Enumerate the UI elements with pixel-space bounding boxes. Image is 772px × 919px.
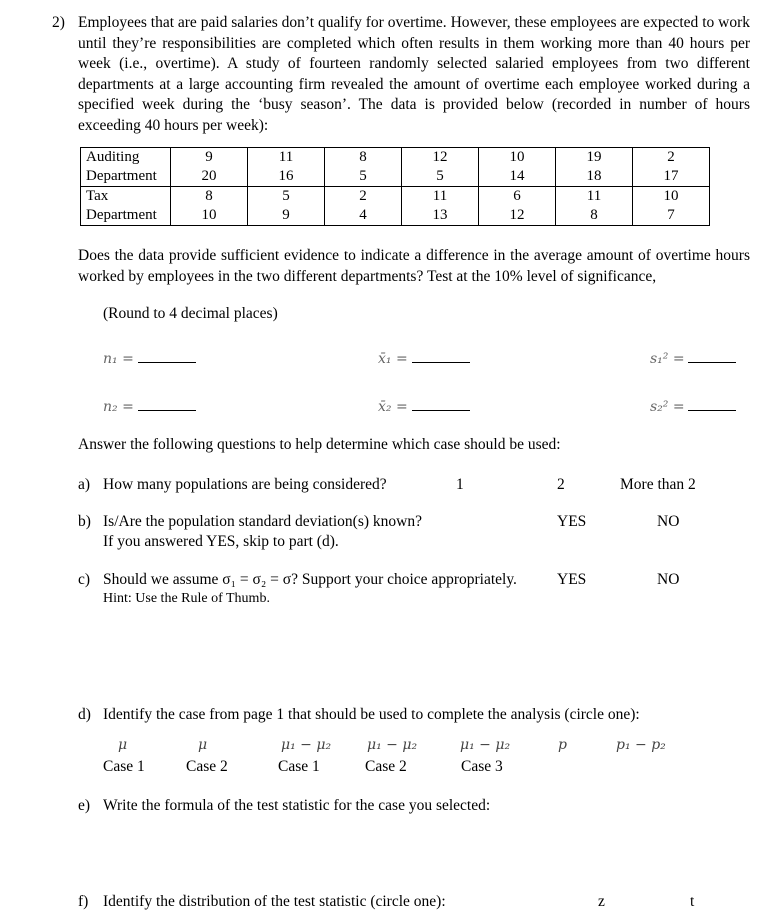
- table-cell: 9: [248, 206, 325, 226]
- qf-option-t[interactable]: t: [690, 893, 695, 910]
- n1-field[interactable]: [103, 350, 196, 368]
- table-row: [81, 167, 710, 187]
- table-row: [81, 187, 710, 207]
- qe-label: e): [78, 797, 91, 814]
- table-cell: 10: [171, 206, 248, 226]
- table-cell: 5: [325, 167, 402, 187]
- s1-blank[interactable]: [688, 350, 736, 363]
- case-symbol-p[interactable]: p: [558, 737, 567, 753]
- case-symbol[interactable]: μ₁ − μ₂: [281, 737, 332, 753]
- table-cell: 4: [325, 206, 402, 226]
- table-cell: 2: [325, 187, 402, 207]
- case-label[interactable]: Case 3: [461, 758, 503, 775]
- qd-text: Identify the case from page 1 that should be used to complete the analysis (circle one):: [103, 706, 640, 723]
- table-cell: 8: [325, 148, 402, 168]
- table-cell: 2: [633, 148, 710, 168]
- question-number: 2): [52, 14, 65, 31]
- table-cell: 17: [633, 167, 710, 187]
- case-symbol[interactable]: μ: [118, 737, 128, 753]
- auditing-label: Auditing: [81, 148, 171, 168]
- question-intro: Employees that are paid salaries don’t qualify for overtime. However, these employees are expected to work until they’re responsibilities are completed which often results in them working more than 40 hours per week (i.e., overtime). A study of fourteen randomly selected salaried employees from two different departments at a large accounting firm revealed the amount of overtime each employee worked during a specified week during the ‘busy season’. The data is provided below (recorded in number of hours exceeding 40 hours per week):: [78, 14, 750, 134]
- qa-option-more[interactable]: More than 2: [620, 476, 696, 493]
- case-symbol[interactable]: μ₁ − μ₂: [367, 737, 418, 753]
- qa-option-2[interactable]: 2: [557, 476, 565, 493]
- round-note: (Round to 4 decimal places): [103, 305, 278, 322]
- table-cell: 18: [556, 167, 633, 187]
- table-cell: 7: [633, 206, 710, 226]
- table-cell: 8: [171, 187, 248, 207]
- case-label[interactable]: Case 1: [278, 758, 320, 775]
- s2-label: s₂² =: [650, 399, 685, 415]
- qc-text: Should we assume σ₁ = σ₂ = σ? Support your choice appropriately.: [103, 571, 517, 588]
- table-cell: 12: [402, 148, 479, 168]
- table-row: [81, 148, 710, 168]
- case-symbol-p1-p2[interactable]: p₁ − p₂: [616, 737, 666, 753]
- qf-text: Identify the distribution of the test statistic (circle one):: [103, 893, 446, 910]
- table-cell: 11: [402, 187, 479, 207]
- qc-yes[interactable]: YES: [557, 571, 587, 588]
- tax-label: Department: [81, 206, 171, 226]
- case-label[interactable]: Case 1: [103, 758, 145, 775]
- table-cell: 19: [556, 148, 633, 168]
- table-cell: 10: [633, 187, 710, 207]
- qa-text: How many populations are being considered?: [103, 476, 387, 493]
- table-cell: 12: [479, 206, 556, 226]
- n2-field[interactable]: [103, 398, 196, 416]
- table-cell: 13: [402, 206, 479, 226]
- qf-label: f): [78, 893, 89, 910]
- qe-text: Write the formula of the test statistic for the case you selected:: [103, 797, 491, 814]
- case-symbol[interactable]: μ: [198, 737, 208, 753]
- x2-field[interactable]: [378, 398, 470, 416]
- table-cell: 20: [171, 167, 248, 187]
- x1-blank[interactable]: [412, 350, 470, 363]
- overtime-data-table: [80, 147, 710, 226]
- qb-no[interactable]: NO: [657, 513, 680, 530]
- x2-label: x̄₂ =: [378, 399, 408, 415]
- table-cell: 14: [479, 167, 556, 187]
- x1-field[interactable]: [378, 350, 470, 368]
- qb-label: b): [78, 513, 91, 530]
- qd-label: d): [78, 706, 91, 723]
- qb-text-2: If you answered YES, skip to part (d).: [103, 533, 339, 550]
- auditing-label: Department: [81, 167, 171, 187]
- qc-label: c): [78, 571, 91, 588]
- qa-label: a): [78, 476, 91, 493]
- s1-label: s₁² =: [650, 351, 685, 367]
- n1-label: n₁ =: [103, 351, 134, 367]
- x1-label: x̄₁ =: [378, 351, 408, 367]
- table-cell: 5: [402, 167, 479, 187]
- table-cell: 6: [479, 187, 556, 207]
- table-cell: 8: [556, 206, 633, 226]
- table-row: [81, 206, 710, 226]
- case-symbol[interactable]: μ₁ − μ₂: [460, 737, 511, 753]
- s1-field[interactable]: [650, 350, 736, 368]
- answer-intro: Answer the following questions to help determine which case should be used:: [78, 436, 561, 453]
- qc-no[interactable]: NO: [657, 571, 680, 588]
- s2-field[interactable]: [650, 398, 736, 416]
- tax-label: Tax: [81, 187, 171, 207]
- x2-blank[interactable]: [412, 398, 470, 411]
- hypothesis-question: Does the data provide sufficient evidence to indicate a difference in the average amount of overtime hours worked by employees in the two different departments? Test at the 10% level of significance,: [78, 247, 750, 285]
- table-cell: 5: [248, 187, 325, 207]
- table-cell: 11: [556, 187, 633, 207]
- table-cell: 9: [171, 148, 248, 168]
- table-cell: 11: [248, 148, 325, 168]
- case-label[interactable]: Case 2: [365, 758, 407, 775]
- table-cell: 16: [248, 167, 325, 187]
- n1-blank[interactable]: [138, 350, 196, 363]
- table-cell: 10: [479, 148, 556, 168]
- s2-blank[interactable]: [688, 398, 736, 411]
- n2-blank[interactable]: [138, 398, 196, 411]
- n2-label: n₂ =: [103, 399, 134, 415]
- qc-hint: Hint: Use the Rule of Thumb.: [103, 591, 270, 606]
- qb-yes[interactable]: YES: [557, 513, 587, 530]
- qf-option-z[interactable]: z: [598, 893, 605, 910]
- qb-text: Is/Are the population standard deviation(s) known?: [103, 513, 422, 530]
- qa-option-1[interactable]: 1: [456, 476, 464, 493]
- case-label[interactable]: Case 2: [186, 758, 228, 775]
